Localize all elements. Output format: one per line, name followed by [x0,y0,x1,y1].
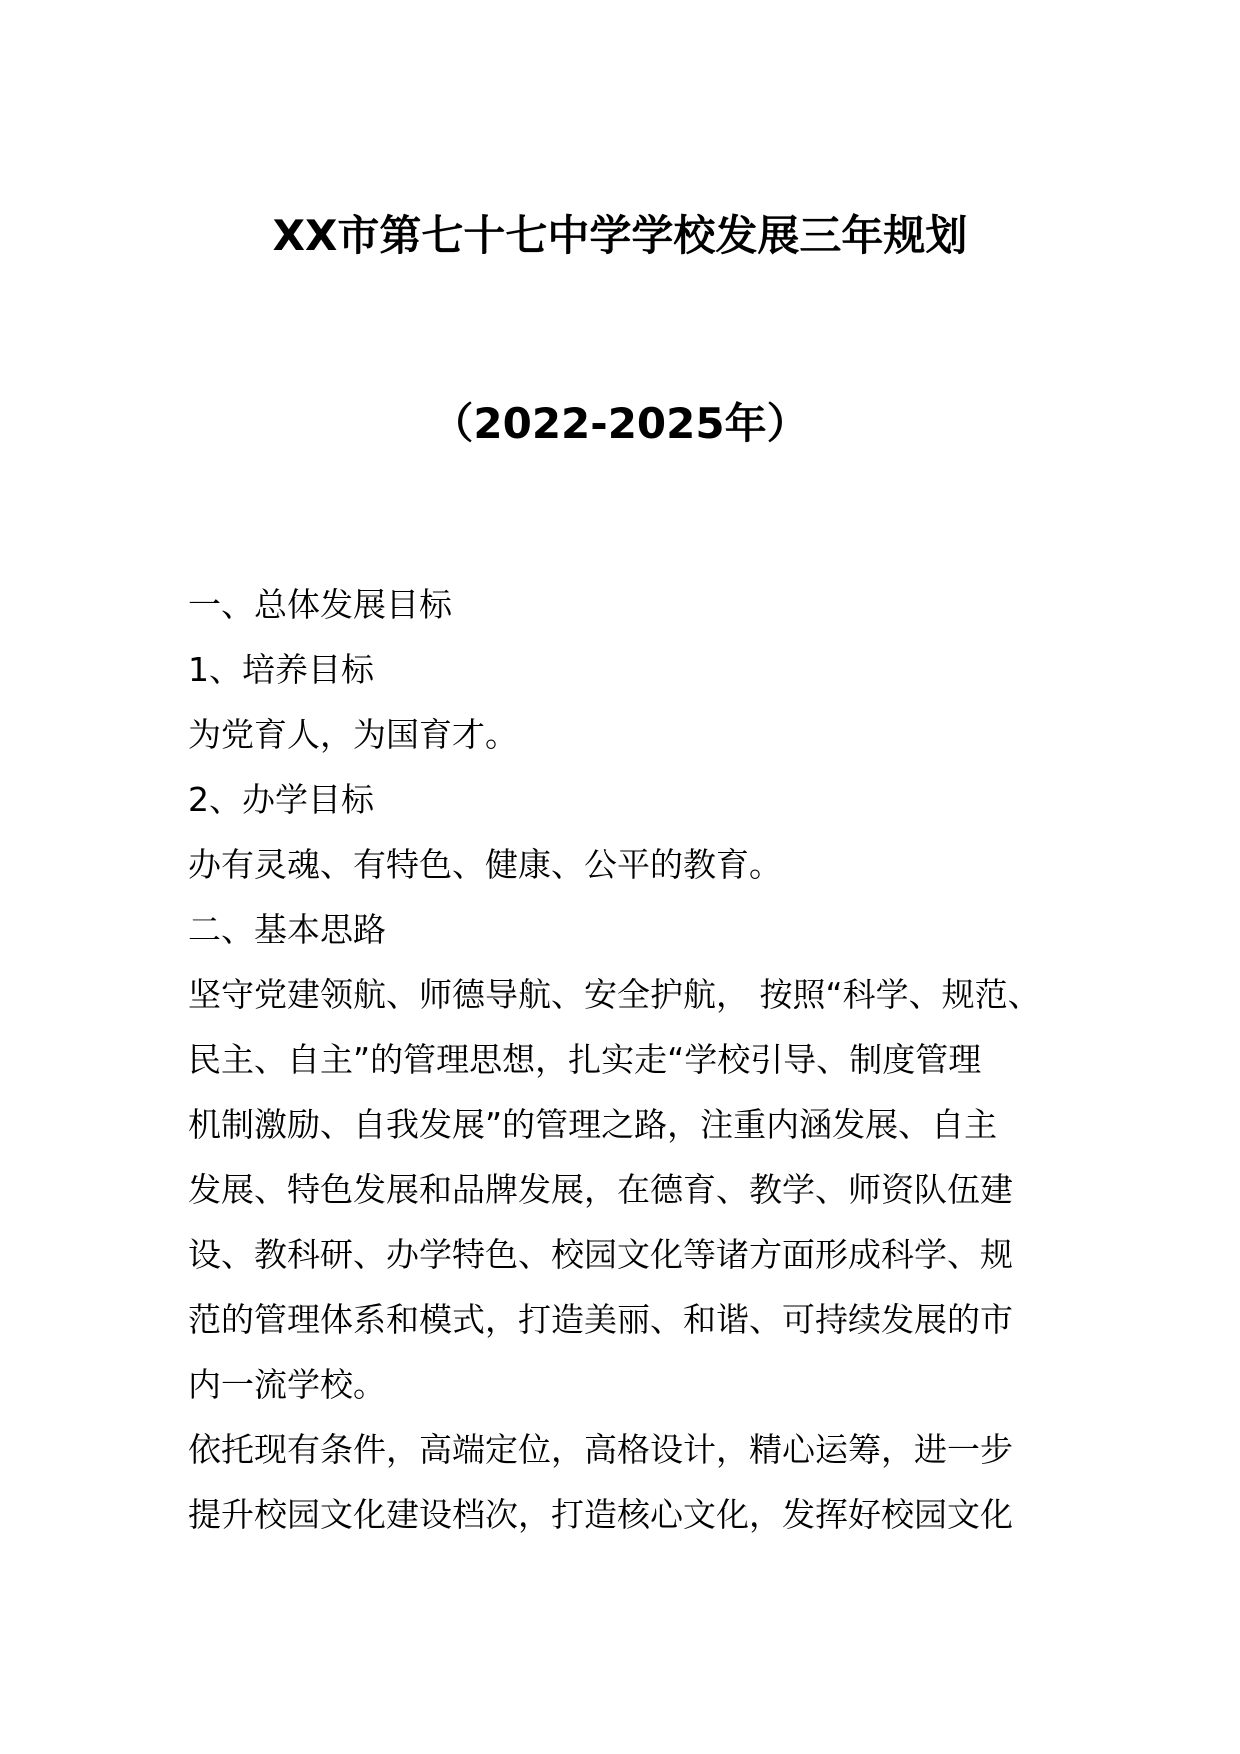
paragraph-line: 依托现有条件，高端定位，高格设计，精心运筹，进一步 [188,1430,1013,1469]
paragraph-line: 办有灵魂、有特色、健康、公平的教育。 [188,845,782,884]
paragraph-line: 坚守党建领航、师德导航、安全护航， 按照“科学、规范、 [188,975,1041,1014]
paragraph-line: 为党育人，为国育才。 [188,715,518,754]
section-heading-goals: 一、总体发展目标 [188,585,452,624]
document-title: XX市第七十七中学学校发展三年规划 [272,211,968,260]
paragraph-line: 提升校园文化建设档次，打造核心文化，发挥好校园文化 [188,1495,1013,1534]
paragraph-line: 设、教科研、办学特色、校园文化等诸方面形成科学、规 [188,1235,1013,1274]
paragraph-line: 机制激励、自我发展”的管理之路，注重内涵发展、自主 [188,1105,998,1144]
paragraph-line: 民主、自主”的管理思想，扎实走“学校引导、制度管理 [188,1040,982,1079]
subheading-training-goal: 1、培养目标 [188,650,374,689]
subheading-school-goal: 2、办学目标 [188,780,374,819]
paragraph-line: 内一流学校。 [188,1365,386,1404]
document-body [188,572,1088,1547]
section-heading-approach: 二、基本思路 [188,910,386,949]
paragraph-line: 发展、特色发展和品牌发展，在德育、教学、师资队伍建 [188,1170,1013,1209]
paragraph-line: 范的管理体系和模式，打造美丽、和谐、可持续发展的市 [188,1300,1013,1339]
document-subtitle: （2022-2025年） [431,399,809,448]
